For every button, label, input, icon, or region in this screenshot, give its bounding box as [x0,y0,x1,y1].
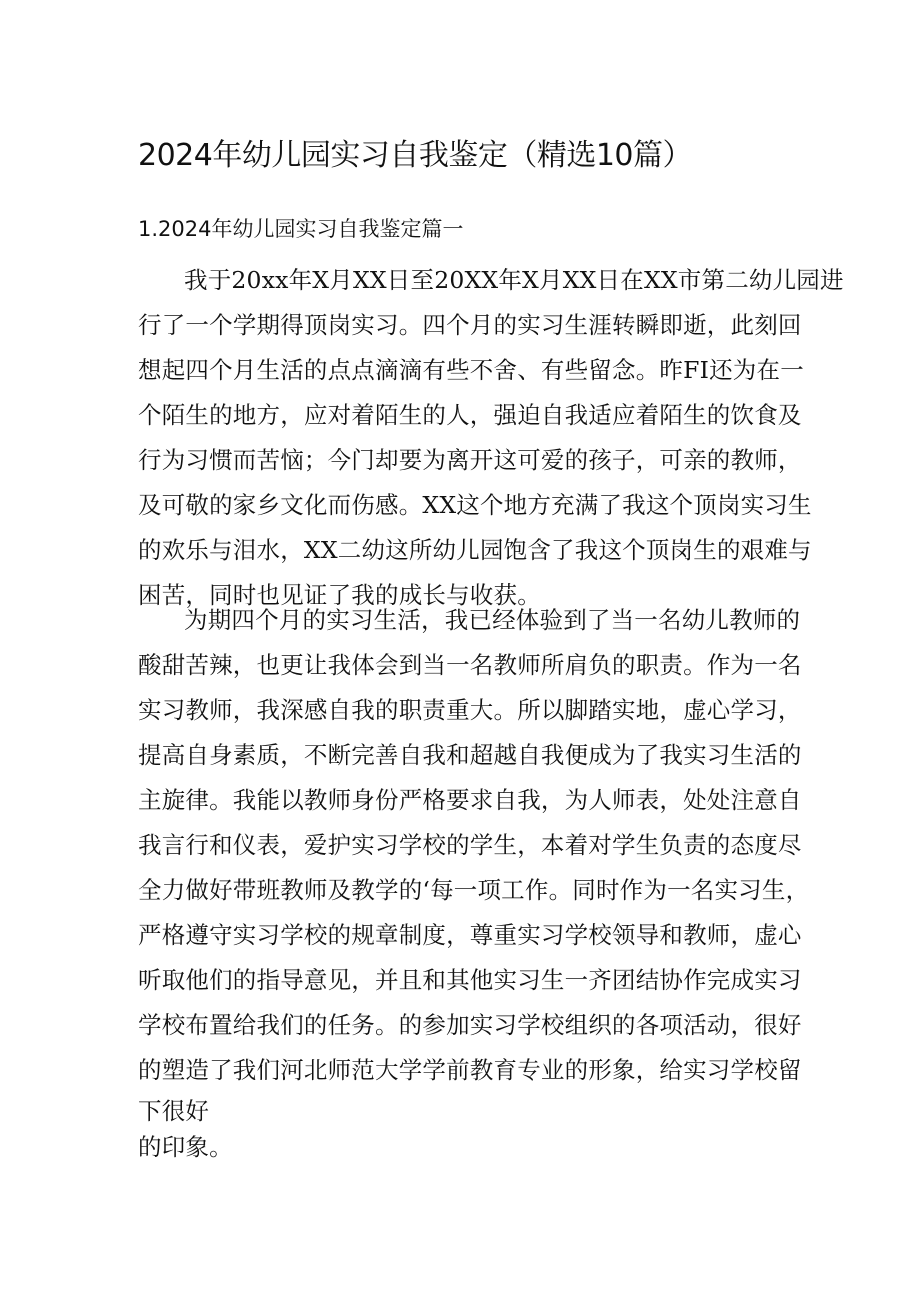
paragraph-line: 的塑造了我们河北师范大学学前教育专业的形象，给实习学校留 [138,1056,802,1084]
paragraph-line: 我言行和仪表，爱护实习学校的学生，本着对学生负责的态度尽 [138,831,802,859]
paragraph-line: 想起四个月生活的点点滴滴有些不舍、有些留念。昨FI还为在一 [138,356,804,384]
document-title: 2024年幼儿园实习自我鉴定（精选10篇） [138,138,693,174]
paragraph-line: 及可敬的家乡文化而伤感。XX这个地方充满了我这个顶岗实习生 [138,491,812,519]
paragraph-line: 全力做好带班教师及教学的‘每一项工作。同时作为一名实习生， [138,876,810,904]
section-heading: 1.2024年幼儿园实习自我鉴定篇一 [138,217,464,241]
paragraph-line: 我于20xx年X月XX日至20XX年X月XX日在XX市第二幼儿园进 [184,266,844,294]
paragraph-line: 听取他们的指导意见，并且和其他实习生一齐团结协作完成实习 [138,966,802,994]
paragraph-line: 的欢乐与泪水，XX二幼这所幼儿园饱含了我这个顶岗生的艰难与 [138,536,812,564]
paragraph-line: 学校布置给我们的任务。的参加实习学校组织的各项活动，很好 [138,1011,802,1039]
paragraph-line: 困苦，同时也见证了我的成长与收获。 [138,581,541,609]
paragraph-line: 提高自身素质，不断完善自我和超越自我便成为了我实习生活的 [138,741,802,769]
paragraph-1 [138,258,844,618]
paragraph-line: 为期四个月的实习生活，我已经体验到了当一名幼儿教师的 [184,606,801,634]
paragraph-line: 行为习惯而苦恼；今门却要为离开这可爱的孩子，可亲的教师， [138,446,802,474]
paragraph-line: 的印象。 [138,1133,233,1161]
paragraph-2 [138,598,810,1165]
paragraph-line: 行了一个学期得顶岗实习。四个月的实习生涯转瞬即逝，此刻回 [138,311,802,339]
paragraph-line: 实习教师，我深感自我的职责重大。所以脚踏实地，虚心学习， [138,696,802,724]
paragraph-line: 酸甜苦辣，也更让我体会到当一名教师所肩负的职责。作为一名 [138,651,802,679]
paragraph-line: 个陌生的地方，应对着陌生的人，强迫自我适应着陌生的饮食及 [138,401,802,429]
paragraph-line: 严格遵守实习学校的规章制度，尊重实习学校领导和教师，虚心 [138,921,802,949]
paragraph-line: 主旋律。我能以教师身份严格要求自我，为人师表，处处注意自 [138,786,802,814]
paragraph-line: 下很好 [138,1097,210,1125]
